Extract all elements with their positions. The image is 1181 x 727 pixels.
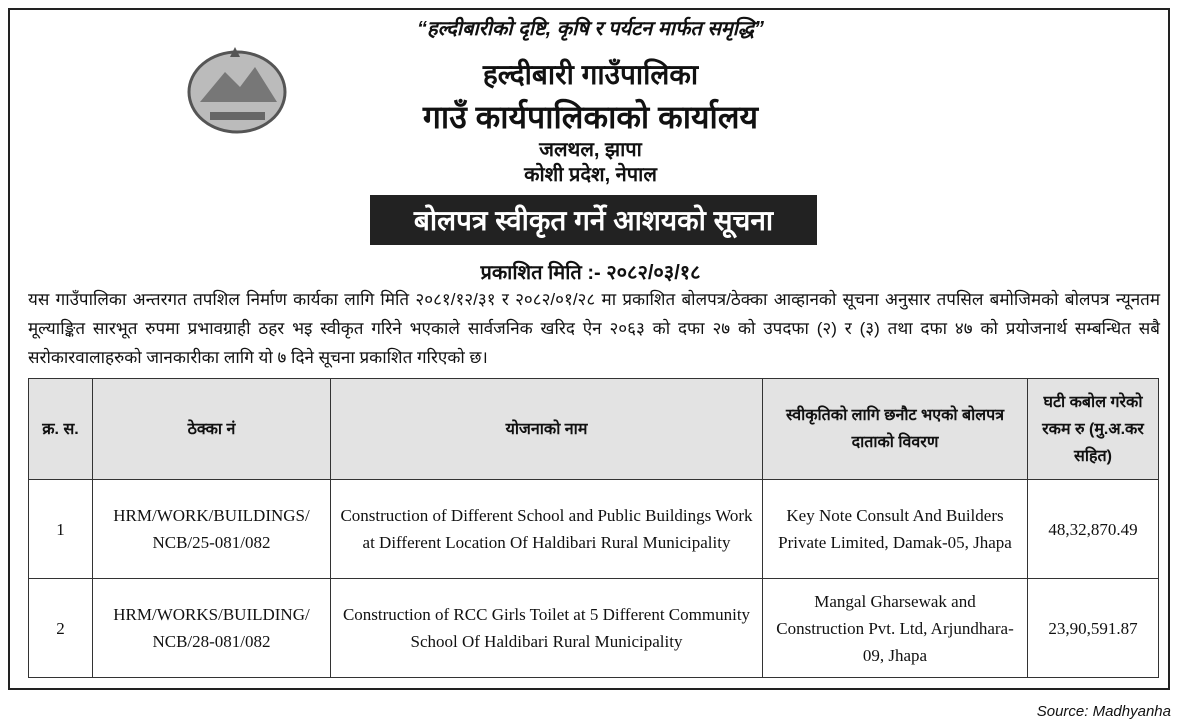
table-header-row [29, 379, 1159, 480]
bid-table [28, 378, 1159, 678]
province: कोशी प्रदेश, नेपाल [524, 164, 657, 186]
col-contract-no: ठेक्का नं [93, 379, 331, 480]
col-amount: घटी कबोल गरेको रकम रु (मु.अ.कर सहित) [1028, 379, 1159, 480]
office-name: गाउँ कार्यपालिकाको कार्यालय [422, 99, 759, 135]
source-credit: Source: Madhyanha [1036, 703, 1171, 720]
col-project-name: योजनाको नाम [331, 379, 763, 480]
sn: 2 [29, 579, 93, 678]
project-name: Construction of RCC Girls Toilet at 5 Different Community School Of Haldibari Rural Municipality [331, 579, 763, 678]
slogan: “हल्दीबारीको दृष्टि, कृषि र पर्यटन मार्फत समृद्धि” [417, 18, 764, 40]
notice-title: बोलपत्र स्वीकृत गर्ने आशयको सूचना [370, 195, 817, 245]
sn: 1 [29, 480, 93, 579]
col-sn: क्र. स. [29, 379, 93, 480]
contract-no: HRM/WORKS/BUILDING/ NCB/28-081/082 [93, 579, 331, 678]
contract-no: HRM/WORK/BUILDINGS/ NCB/25-081/082 [93, 480, 331, 579]
published-date: प्रकाशित मिति :- २०८२/०३/१८ [480, 262, 701, 284]
notice-body: यस गाउँपालिका अन्तरगत तपशिल निर्माण कार्यका लागि मिति २०८१/१२/३१ र २०८२/०१/२८ मा प्रकाशित बोलपत्र/ठेक्का आव्हानको सूचना अनुसार तपसिल बमोजिमको बोलपत्र न्यूनतम मूल्याङ्कित सारभूत रुपमा प्रभावग्राही ठहर भइ स्वीकृत गरिने भएकाले सार्वजनिक खरिद ऐन २०६३ को दफा २७ को उपदफा (२) र (३) तथा दफा ४७ को प्रयोजनार्थ सम्बन्धित सबै सरोकारवालाहरुको जानकारीका लागि यो ७ दिने सूचना प्रकाशित गरिएको छ। [28, 290, 1160, 367]
municipality-name: हल्दीबारी गाउँपालिका [482, 59, 699, 90]
amount: 23,90,591.87 [1028, 579, 1159, 678]
col-bidder: स्वीकृतिको लागि छनौट भएको बोलपत्र दाताको विवरण [763, 379, 1028, 480]
amount: 48,32,870.49 [1028, 480, 1159, 579]
table-row [29, 480, 1159, 579]
bidder: Key Note Consult And Builders Private Limited, Damak-05, Jhapa [763, 480, 1028, 579]
bidder: Mangal Gharsewak and Construction Pvt. Ltd, Arjundhara-09, Jhapa [763, 579, 1028, 678]
project-name: Construction of Different School and Public Buildings Work at Different Location Of Haldibari Rural Municipality [331, 480, 763, 579]
location: जलथल, झापा [539, 139, 642, 161]
table-row [29, 579, 1159, 678]
